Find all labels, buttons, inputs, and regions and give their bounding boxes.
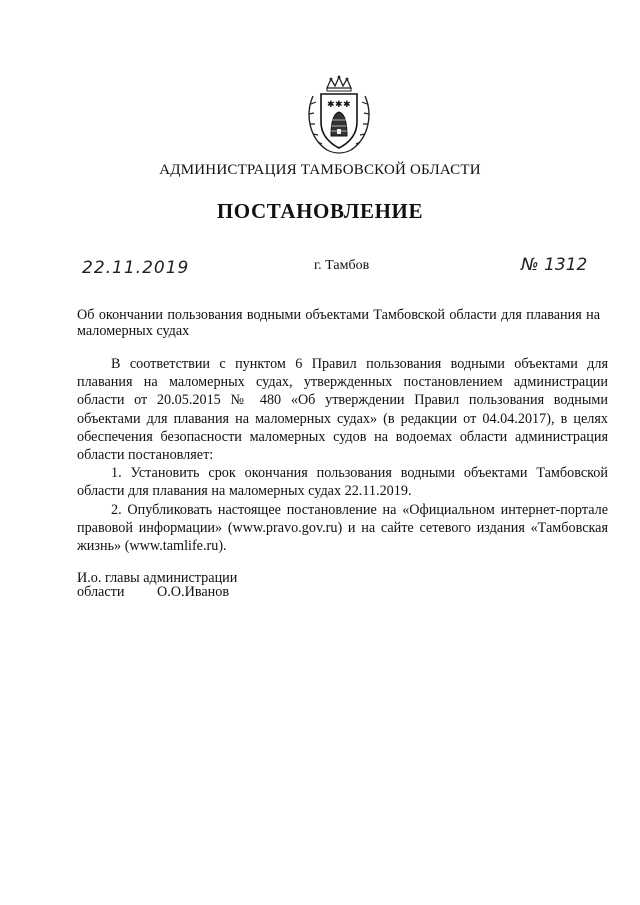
handwritten-document-number: № 1312 (521, 255, 588, 275)
document-body (77, 355, 608, 555)
city-label: г. Тамбов (314, 258, 370, 273)
body-item-2: 2. Опубликовать настоящее постановление на «Официальном интернет-портале правовой информации» (www.pravo.gov.ru) и на сайте сетевого издания «Тамбовская жизнь» (www.tamlife.ru). (77, 501, 608, 555)
tambov-coat-of-arms-icon (303, 74, 375, 158)
handwritten-date: 22.11.2019 (82, 258, 190, 278)
signatory-title-line-1: И.о. главы администрации (77, 570, 238, 586)
signatory-name: О.О.Иванов (157, 584, 230, 600)
signatory-title-line-2: области (77, 584, 125, 600)
document-type-title: ПОСТАНОВЛЕНИЕ (216, 199, 424, 223)
body-item-1: 1. Установить срок окончания пользования водными объектами Тамбовской области для плавания на маломерных судах 22.11.2019. (77, 465, 608, 500)
document-subject: Об окончании пользования водными объектами Тамбовской области для плавания на маломерных судах (77, 307, 600, 339)
svg-text:✱: ✱ (343, 100, 351, 110)
svg-text:✱: ✱ (327, 100, 335, 110)
body-intro-paragraph: В соответствии с пунктом 6 Правил пользования водными объектами для плавания на маломерных судах, утвержденных постановлением администрации области от 20.05.2015 № 480 «Об утверждении Правил пользования водными объектами для плавания на маломерных судах» (в редакции от 04.04.2017), в целях обеспечения безопасности маломерных судов на водоемах области администрация области постановляет: (77, 356, 608, 464)
organization-name: АДМИНИСТРАЦИЯ ТАМБОВСКОЙ ОБЛАСТИ (159, 162, 481, 178)
svg-text:✱: ✱ (335, 100, 343, 110)
